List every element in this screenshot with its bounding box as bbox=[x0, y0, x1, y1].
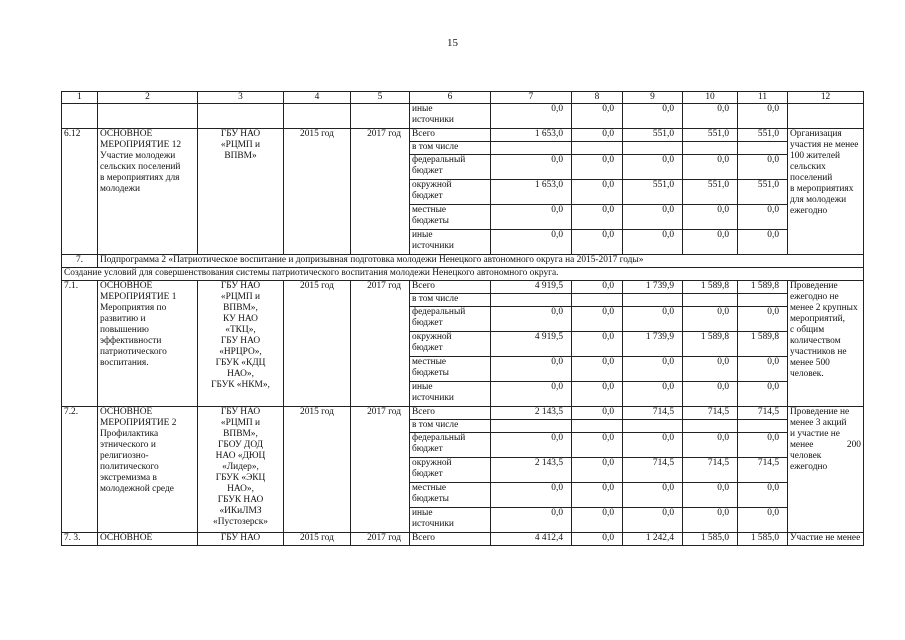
value-cell: 1 739,9 bbox=[623, 281, 683, 294]
value-cell: 0,0 bbox=[623, 357, 683, 382]
table-row bbox=[62, 533, 864, 546]
value-cell: 1 589,8 bbox=[738, 332, 788, 357]
value-cell bbox=[683, 142, 738, 155]
value-cell: 0,0 bbox=[491, 230, 572, 255]
value-cell bbox=[738, 294, 788, 307]
value-cell bbox=[572, 294, 623, 307]
executor: ГБУ НАО bbox=[198, 533, 284, 546]
value-cell: 0,0 bbox=[491, 307, 572, 332]
value-cell: 0,0 bbox=[572, 407, 623, 420]
executor: ГБУ НАО «РЦМП и ВПВМ» bbox=[198, 129, 284, 255]
funding-source: иные источники bbox=[410, 382, 491, 407]
value-cell: 0,0 bbox=[572, 382, 623, 407]
value-cell: 0,0 bbox=[623, 382, 683, 407]
funding-source: местные бюджеты bbox=[410, 357, 491, 382]
subprogram-row bbox=[62, 255, 864, 268]
subprogram-title: Подпрограмма 2 «Патриотическое воспитание и допризывная подготовка молодежи Ненецкого автономного округа на 2015-2017 годы» bbox=[98, 255, 864, 268]
value-cell: 0,0 bbox=[491, 433, 572, 458]
item-number: 7. 3. bbox=[62, 533, 98, 546]
expected-result: Организация участия не менее 100 жителей сельских поселений в мероприятиях для молодежи ежегодно bbox=[788, 129, 864, 255]
empty-cell bbox=[98, 104, 198, 129]
end-year: 2017 год bbox=[351, 281, 410, 407]
value-cell: 0,0 bbox=[683, 433, 738, 458]
value-cell bbox=[572, 420, 623, 433]
funding-source: Всего bbox=[410, 533, 491, 546]
value-cell: 0,0 bbox=[572, 281, 623, 294]
value-cell: 2 143,5 bbox=[491, 407, 572, 420]
start-year: 2015 год bbox=[284, 533, 351, 546]
value-cell bbox=[738, 420, 788, 433]
table-row bbox=[62, 281, 864, 294]
value-cell: 0,0 bbox=[572, 458, 623, 483]
funding-source: в том числе bbox=[410, 420, 491, 433]
value-cell bbox=[683, 294, 738, 307]
program-table bbox=[61, 91, 864, 546]
value-cell: 1 739,9 bbox=[623, 332, 683, 357]
value-cell: 0,0 bbox=[491, 483, 572, 508]
executor: ГБУ НАО «РЦМП и ВПВМ», ГБОУ ДОД НАО «ДЮЦ «Лидер», ГБУК «ЭКЦ НАО», ГБУК НАО «ИКиЛМЗ «Пустозерск» bbox=[198, 407, 284, 533]
start-year: 2015 год bbox=[284, 129, 351, 255]
funding-source: в том числе bbox=[410, 294, 491, 307]
item-number: 7.2. bbox=[62, 407, 98, 533]
header-cell: 7 bbox=[491, 92, 572, 104]
funding-source: иные источники bbox=[410, 104, 491, 129]
value-cell: 1 653,0 bbox=[491, 129, 572, 142]
header-cell: 5 bbox=[351, 92, 410, 104]
funding-source: Всего bbox=[410, 129, 491, 142]
value-cell: 0,0 bbox=[572, 433, 623, 458]
value-cell: 0,0 bbox=[738, 357, 788, 382]
value-cell: 0,0 bbox=[623, 205, 683, 230]
value-cell bbox=[623, 294, 683, 307]
funding-source: федеральный бюджет bbox=[410, 433, 491, 458]
value-cell: 1 653,0 bbox=[491, 180, 572, 205]
value-cell: 0,0 bbox=[572, 129, 623, 142]
value-cell: 0,0 bbox=[683, 155, 738, 180]
value-cell: 714,5 bbox=[738, 407, 788, 420]
header-cell: 12 bbox=[788, 92, 864, 104]
value-cell: 0,0 bbox=[738, 483, 788, 508]
value-cell: 0,0 bbox=[491, 104, 572, 129]
subprogram-goal-row bbox=[62, 268, 864, 281]
header-cell: 10 bbox=[683, 92, 738, 104]
activity-name: ОСНОВНОЕ МЕРОПРИЯТИЕ 1 Мероприятия по развитию и повышению эффективности патриотического воспитания. bbox=[98, 281, 198, 407]
value-cell: 0,0 bbox=[572, 155, 623, 180]
value-cell: 0,0 bbox=[572, 180, 623, 205]
value-cell: 0,0 bbox=[491, 357, 572, 382]
carry-over-row bbox=[62, 104, 864, 129]
value-cell: 551,0 bbox=[738, 180, 788, 205]
value-cell: 0,0 bbox=[572, 483, 623, 508]
value-cell: 0,0 bbox=[572, 508, 623, 533]
funding-source: окружной бюджет bbox=[410, 458, 491, 483]
value-cell: 0,0 bbox=[738, 382, 788, 407]
value-cell: 551,0 bbox=[623, 180, 683, 205]
empty-cell bbox=[351, 104, 410, 129]
executor: ГБУ НАО «РЦМП и ВПВМ», КУ НАО «ТКЦ», ГБУ НАО «НРЦРО», ГБУК «КДЦ НАО», ГБУК «НКМ», bbox=[198, 281, 284, 407]
value-cell: 0,0 bbox=[491, 382, 572, 407]
value-cell: 551,0 bbox=[683, 180, 738, 205]
value-cell: 0,0 bbox=[738, 155, 788, 180]
subprogram-number: 7. bbox=[62, 255, 98, 268]
value-cell: 0,0 bbox=[623, 104, 683, 129]
header-cell: 1 bbox=[62, 92, 98, 104]
empty-cell bbox=[284, 104, 351, 129]
expected-result: Проведение ежегодно не менее 2 крупных мероприятий, с общим количеством участников не менее 500 человек. bbox=[788, 281, 864, 407]
value-cell: 0,0 bbox=[491, 205, 572, 230]
funding-source: иные источники bbox=[410, 230, 491, 255]
table-row bbox=[62, 407, 864, 420]
value-cell: 0,0 bbox=[683, 205, 738, 230]
value-cell: 0,0 bbox=[623, 230, 683, 255]
value-cell: 714,5 bbox=[623, 458, 683, 483]
value-cell: 1 585,0 bbox=[738, 533, 788, 546]
value-cell: 0,0 bbox=[572, 205, 623, 230]
start-year: 2015 год bbox=[284, 281, 351, 407]
value-cell: 0,0 bbox=[683, 483, 738, 508]
value-cell: 0,0 bbox=[623, 483, 683, 508]
expected-result: Проведение не менее 3 акций и участие не менее 200 человек ежегодно bbox=[788, 407, 864, 533]
value-cell: 1 585,0 bbox=[683, 533, 738, 546]
value-cell: 0,0 bbox=[572, 104, 623, 129]
value-cell: 0,0 bbox=[491, 155, 572, 180]
value-cell: 0,0 bbox=[491, 508, 572, 533]
value-cell: 4 412,4 bbox=[491, 533, 572, 546]
funding-source: федеральный бюджет bbox=[410, 155, 491, 180]
value-cell: 2 143,5 bbox=[491, 458, 572, 483]
activity-name: ОСНОВНОЕ МЕРОПРИЯТИЕ 12 Участие молодежи сельских поселений в мероприятиях для молодежи bbox=[98, 129, 198, 255]
end-year: 2017 год bbox=[351, 129, 410, 255]
header-cell: 9 bbox=[623, 92, 683, 104]
value-cell: 0,0 bbox=[738, 433, 788, 458]
value-cell: 0,0 bbox=[683, 357, 738, 382]
value-cell: 0,0 bbox=[572, 307, 623, 332]
funding-source: местные бюджеты bbox=[410, 483, 491, 508]
value-cell: 4 919,5 bbox=[491, 332, 572, 357]
value-cell bbox=[572, 142, 623, 155]
value-cell: 0,0 bbox=[623, 433, 683, 458]
end-year: 2017 год bbox=[351, 407, 410, 533]
value-cell: 714,5 bbox=[623, 407, 683, 420]
funding-source: Всего bbox=[410, 407, 491, 420]
value-cell bbox=[491, 420, 572, 433]
page-number: 15 bbox=[447, 37, 458, 49]
value-cell bbox=[623, 142, 683, 155]
value-cell: 0,0 bbox=[623, 155, 683, 180]
value-cell: 551,0 bbox=[738, 129, 788, 142]
value-cell: 0,0 bbox=[683, 230, 738, 255]
empty-cell bbox=[788, 104, 864, 129]
funding-source: окружной бюджет bbox=[410, 180, 491, 205]
funding-source: местные бюджеты bbox=[410, 205, 491, 230]
value-cell: 0,0 bbox=[572, 533, 623, 546]
value-cell bbox=[623, 420, 683, 433]
value-cell: 0,0 bbox=[738, 230, 788, 255]
value-cell: 714,5 bbox=[683, 458, 738, 483]
subprogram-goal: Создание условий для совершенствования системы патриотического воспитания молодежи Ненецкого автономного округа. bbox=[62, 268, 864, 281]
header-cell: 4 bbox=[284, 92, 351, 104]
empty-cell bbox=[62, 104, 98, 129]
empty-cell bbox=[198, 104, 284, 129]
value-cell: 714,5 bbox=[683, 407, 738, 420]
value-cell: 0,0 bbox=[623, 307, 683, 332]
funding-source: в том числе bbox=[410, 142, 491, 155]
start-year: 2015 год bbox=[284, 407, 351, 533]
header-row bbox=[62, 92, 864, 104]
value-cell: 551,0 bbox=[623, 129, 683, 142]
value-cell: 0,0 bbox=[683, 307, 738, 332]
header-cell: 11 bbox=[738, 92, 788, 104]
value-cell bbox=[738, 142, 788, 155]
value-cell: 4 919,5 bbox=[491, 281, 572, 294]
value-cell: 0,0 bbox=[623, 508, 683, 533]
value-cell: 714,5 bbox=[738, 458, 788, 483]
item-number: 6.12 bbox=[62, 129, 98, 255]
header-cell: 2 bbox=[98, 92, 198, 104]
item-number: 7.1. bbox=[62, 281, 98, 407]
value-cell: 551,0 bbox=[683, 129, 738, 142]
value-cell: 0,0 bbox=[683, 508, 738, 533]
value-cell: 0,0 bbox=[683, 104, 738, 129]
value-cell: 0,0 bbox=[738, 104, 788, 129]
funding-source: Всего bbox=[410, 281, 491, 294]
activity-name: ОСНОВНОЕ bbox=[98, 533, 198, 546]
value-cell: 1 242,4 bbox=[623, 533, 683, 546]
value-cell: 1 589,8 bbox=[683, 281, 738, 294]
value-cell: 1 589,8 bbox=[738, 281, 788, 294]
value-cell: 0,0 bbox=[572, 230, 623, 255]
header-cell: 3 bbox=[198, 92, 284, 104]
value-cell: 0,0 bbox=[572, 357, 623, 382]
funding-source: федеральный бюджет bbox=[410, 307, 491, 332]
header-cell: 6 bbox=[410, 92, 491, 104]
value-cell: 0,0 bbox=[738, 205, 788, 230]
value-cell: 1 589,8 bbox=[683, 332, 738, 357]
funding-source: иные источники bbox=[410, 508, 491, 533]
value-cell bbox=[491, 294, 572, 307]
value-cell: 0,0 bbox=[683, 382, 738, 407]
activity-name: ОСНОВНОЕ МЕРОПРИЯТИЕ 2 Профилактика этнического и религиозно- политического экстремизма в молодежной среде bbox=[98, 407, 198, 533]
funding-source: окружной бюджет bbox=[410, 332, 491, 357]
value-cell bbox=[683, 420, 738, 433]
header-cell: 8 bbox=[572, 92, 623, 104]
value-cell: 0,0 bbox=[738, 307, 788, 332]
table-row bbox=[62, 129, 864, 142]
end-year: 2017 год bbox=[351, 533, 410, 546]
value-cell: 0,0 bbox=[572, 332, 623, 357]
expected-result: Участие не менее bbox=[788, 533, 864, 546]
value-cell: 0,0 bbox=[738, 508, 788, 533]
value-cell bbox=[491, 142, 572, 155]
